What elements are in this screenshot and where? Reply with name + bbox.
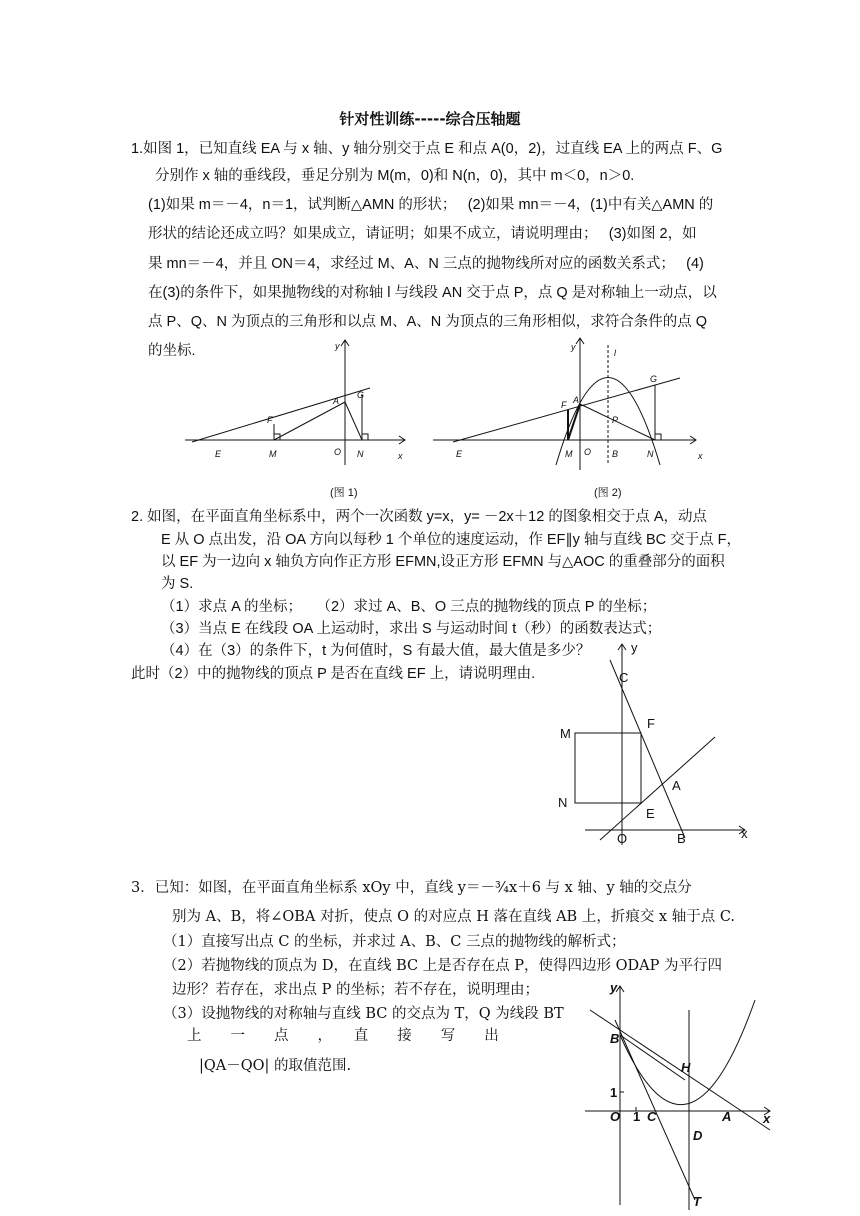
- p3-line-3: （1）直接写出点 C 的坐标，并求过 A、B、C 三点的抛物线的解析式；: [163, 934, 626, 950]
- fig1-label-x: x: [398, 451, 403, 461]
- p3-line-6: （3）设抛物线的对称轴与直线 BC 的交点为 T，Q 为线段 BT: [163, 1006, 564, 1022]
- fig4-label-a: A: [722, 1109, 732, 1124]
- p2-line-3: 以 EF 为一边向 x 轴负方向作正方形 EFMN,设正方形 EFMN 与△AOC 的重叠部分的面积: [161, 554, 725, 570]
- fig3-line-oa: [600, 737, 715, 840]
- p1-line-1: 1.如图 1，已知直线 EA 与 x 轴、y 轴分别交于点 E 和点 A(0，2)，过直线 EA 上的两点 F、G: [131, 141, 723, 157]
- figure-1: [180, 330, 420, 470]
- fig2-label-b: B: [612, 449, 619, 459]
- fig1-label-m: M: [269, 449, 277, 459]
- fig4-label-t: T: [693, 1194, 701, 1209]
- fig4-label-c: C: [647, 1109, 657, 1124]
- fig2-caption: (图 2): [594, 487, 622, 499]
- fig4-label-one-x: 1: [633, 1109, 641, 1124]
- fig1-label-y: y: [335, 341, 340, 351]
- p3-line-7: 上 一 点 ， 直 接 写 出: [187, 1028, 499, 1044]
- fig2-label-x: x: [698, 451, 703, 461]
- p2-line-6: （3）当点 E 在线段 OA 上运动时，求出 S 与运动时间 t（秒）的函数表达式；: [161, 621, 662, 637]
- fig3-label-a: A: [672, 778, 681, 793]
- fig4-label-one-y: 1: [610, 1085, 618, 1100]
- fig4-label-x: x: [763, 1111, 771, 1126]
- fig2-label-a: A: [573, 395, 580, 405]
- fig2-label-n: N: [647, 449, 654, 459]
- fig4-segment-bh: [620, 1035, 685, 1080]
- figure-2: [428, 330, 718, 470]
- figure-4: [580, 980, 780, 1210]
- fig2-label-l: l: [614, 348, 616, 358]
- fig3-square-efmn: [575, 733, 641, 803]
- p1-line-2: 分别作 x 轴的垂线段，垂足分别为 M(m，0)和 N(n，0)，其中 m＜0，n＞0.: [155, 168, 635, 184]
- page-title: 针对性训练-----综合压轴题: [339, 110, 521, 128]
- fig1-label-o: O: [334, 447, 342, 457]
- p1-line-4: 形状的结论还成立吗？如果成立，请证明；如果不成立，请说明理由； (3)如图 2，如: [148, 226, 697, 242]
- fig4-label-o: O: [610, 1109, 621, 1124]
- fig4-label-y: y: [610, 980, 618, 995]
- fig3-label-o: O: [617, 831, 628, 846]
- p2-line-4: 为 S.: [161, 576, 194, 592]
- p2-line-5: （1）求点 A 的坐标； （2）求过 A、B、O 三点的抛物线的顶点 P 的坐标；: [161, 599, 657, 615]
- fig1-label-n: N: [357, 449, 364, 459]
- p2-line-8: 此时（2）中的抛物线的顶点 P 是否在直线 EF 上，请说明理由.: [131, 666, 536, 682]
- fig3-label-m: M: [560, 726, 571, 741]
- fig3-label-e: E: [646, 806, 655, 821]
- fig3-label-c: C: [619, 670, 629, 685]
- fig2-label-m: M: [565, 449, 573, 459]
- p2-line-2: E 从 O 点出发，沿 OA 方向以每秒 1 个单位的速度运动，作 EF∥y 轴与直线 BC 交于点 F，: [161, 532, 742, 548]
- p1-line-6: 在(3)的条件下，如果抛物线的对称轴 l 与线段 AN 交于点 P，点 Q 是对称轴上一动点，以: [148, 285, 717, 301]
- p3-line-1: 3．已知：如图，在平面直角坐标系 xOy 中，直线 y＝－¾x＋6 与 x 轴、y 轴的交点分: [131, 880, 692, 896]
- fig2-label-e: E: [456, 449, 463, 459]
- fig1-right-angle-n: [362, 434, 368, 440]
- figure-3: [555, 640, 755, 850]
- fig1-segment-an: [345, 402, 362, 440]
- fig1-segment-ma: [274, 402, 345, 440]
- p3-line-4: （2）若抛物线的顶点为 D，在直线 BC 上是否存在点 P，使得四边形 ODAP 为平行四: [163, 958, 723, 974]
- p2-line-1: 2. 如图，在平面直角坐标系中，两个一次函数 y=x，y= －2x＋12 的图象相交于点 A，动点: [131, 509, 708, 525]
- p2-line-7: （4）在（3）的条件下，t 为何值时，S 有最大值，最大值是多少？: [161, 643, 591, 659]
- fig3-label-f: F: [647, 716, 655, 731]
- p1-line-8: 的坐标.: [148, 343, 196, 359]
- fig3-label-y: y: [631, 640, 638, 655]
- fig2-right-angle-n: [655, 434, 661, 440]
- fig3-label-b: B: [677, 831, 686, 846]
- fig2-label-p: P: [612, 415, 619, 425]
- fig3-label-n: N: [558, 795, 568, 810]
- fig1-line-ea: [192, 388, 370, 442]
- p3-line-2: 别为 A、B，将∠OBA 对折，使点 O 的对应点 H 落在直线 AB 上，折痕交 x 轴于点 C.: [172, 909, 736, 925]
- fig4-label-h: H: [681, 1060, 691, 1075]
- fig1-label-g: G: [357, 390, 365, 400]
- p3-line-5: 边形？若存在，求出点 P 的坐标；若不存在，说明理由；: [172, 982, 539, 998]
- fig2-label-g: G: [650, 374, 658, 384]
- fig1-label-e: E: [215, 449, 222, 459]
- fig4-label-b: B: [610, 1031, 620, 1046]
- fig2-label-f: F: [561, 400, 567, 410]
- p1-line-7: 点 P、Q、N 为顶点的三角形和以点 M、A、N 为顶点的三角形相似，求符合条件的点 Q: [148, 314, 708, 330]
- fig2-label-o: O: [584, 447, 592, 457]
- p1-line-3: (1)如果 m＝－4，n＝1，试判断△AMN 的形状； (2)如果 mn＝－4，(1)中有关△AMN 的: [148, 197, 714, 213]
- fig1-label-a: A: [333, 396, 340, 406]
- fig4-parabola: [620, 1000, 755, 1105]
- p3-line-8: |QA－QO| 的取值范围.: [199, 1058, 352, 1074]
- fig1-label-f: F: [267, 415, 273, 425]
- fig1-caption: (图 1): [330, 487, 358, 499]
- p1-line-5: 果 mn＝－4，并且 ON＝4，求经过 M、A、N 三点的抛物线所对应的函数关系式； (4): [148, 256, 704, 272]
- fig3-label-x: x: [741, 826, 748, 841]
- fig4-label-d: D: [693, 1128, 703, 1143]
- fig2-label-y: y: [571, 342, 576, 352]
